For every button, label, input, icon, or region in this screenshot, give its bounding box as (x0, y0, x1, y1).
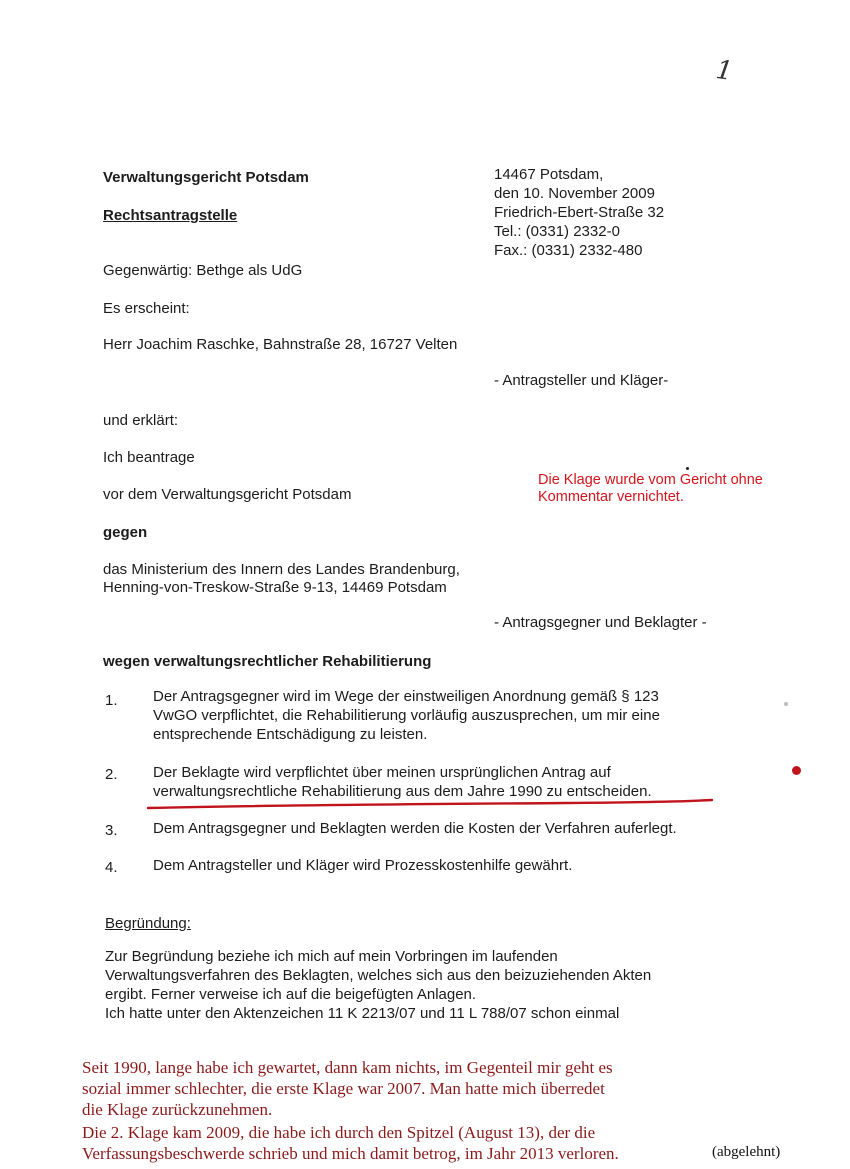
address-line: Fax.: (0331) 2332-480 (494, 242, 643, 259)
declares-line: und erklärt: (103, 412, 179, 429)
page-number: 1 (713, 54, 735, 88)
reasoning-line: ergibt. Ferner verweise ich auf die beigefügten Anlagen. (105, 986, 477, 1003)
present-line: Gegenwärtig: Bethge als UdG (103, 262, 303, 279)
role-defendant: - Antragsgegner und Beklagter - (494, 614, 707, 631)
office-name: Rechtsantragstelle (103, 207, 238, 224)
scan-speck (784, 702, 788, 706)
item-number: 1. (105, 692, 118, 709)
footer-note-line: sozial immer schlechter, die erste Klage war 2007. Man hatte mich überredet (82, 1079, 605, 1098)
reasoning-line: Verwaltungsverfahren des Beklagten, welches sich aus den beizuziehenden Akten (105, 967, 652, 984)
red-dot-mark (792, 766, 801, 775)
item-text: VwGO verpflichtet, die Rehabilitierung vorläufig auszusprechen, um mir eine (153, 707, 660, 724)
footer-note-line: die Klage zurückzunehmen. (82, 1100, 273, 1119)
address-line: den 10. November 2009 (494, 185, 655, 202)
footer-note-line: Seit 1990, lange habe ich gewartet, dann kam nichts, im Gegenteil mir geht es (82, 1058, 613, 1077)
reasoning-line: Ich hatte unter den Aktenzeichen 11 K 2213/07 und 11 L 788/07 schon einmal (105, 1005, 620, 1022)
court-name: Verwaltungsgericht Potsdam (103, 169, 309, 186)
reasoning-heading: Begründung: (105, 915, 191, 932)
address-line: 14467 Potsdam, (494, 166, 604, 183)
item-number: 3. (105, 822, 118, 839)
address-line: Tel.: (0331) 2332-0 (494, 223, 620, 240)
footer-note-line: Verfassungsbeschwerde schrieb und mich damit betrog, im Jahr 2013 verloren. (82, 1144, 619, 1163)
before-court-line: vor dem Verwaltungsgericht Potsdam (103, 486, 352, 503)
subject-line: wegen verwaltungsrechtlicher Rehabilitierung (103, 653, 432, 670)
item-text: Der Beklagte wird verpflichtet über meinen ursprünglichen Antrag auf (153, 764, 611, 781)
role-applicant: - Antragsteller und Kläger- (494, 372, 669, 389)
reasoning-line: Zur Begründung beziehe ich mich auf mein Vorbringen im laufenden (105, 948, 558, 965)
footer-note-tag: (abgelehnt) (712, 1144, 781, 1160)
scan-speck (686, 467, 689, 470)
defendant-line: Henning-von-Treskow-Straße 9-13, 14469 Potsdam (103, 579, 447, 596)
person-line: Herr Joachim Raschke, Bahnstraße 28, 16727 Velten (103, 336, 458, 353)
address-line: Friedrich-Ebert-Straße 32 (494, 204, 665, 221)
item-number: 4. (105, 859, 118, 876)
red-annotation-line: Kommentar vernichtet. (538, 489, 684, 505)
red-annotation-line: Die Klage wurde vom Gericht ohne (538, 472, 763, 488)
pen-underline (146, 798, 714, 812)
appears-line: Es erscheint: (103, 300, 190, 317)
item-text: entsprechende Entschädigung zu leisten. (153, 726, 428, 743)
request-line: Ich beantrage (103, 449, 195, 466)
item-text: Dem Antragsteller und Kläger wird Prozesskostenhilfe gewährt. (153, 857, 573, 874)
defendant-line: das Ministerium des Innern des Landes Brandenburg, (103, 561, 460, 578)
item-text: Dem Antragsgegner und Beklagten werden die Kosten der Verfahren auferlegt. (153, 820, 677, 837)
item-number: 2. (105, 766, 118, 783)
item-text: Der Antragsgegner wird im Wege der einstweiligen Anordnung gemäß § 123 (153, 688, 659, 705)
against-line: gegen (103, 524, 148, 541)
item-text: verwaltungsrechtliche Rehabilitierung aus dem Jahre 1990 zu entscheiden. (153, 783, 652, 800)
footer-note-line: Die 2. Klage kam 2009, die habe ich durch den Spitzel (August 13), der die (82, 1123, 596, 1142)
